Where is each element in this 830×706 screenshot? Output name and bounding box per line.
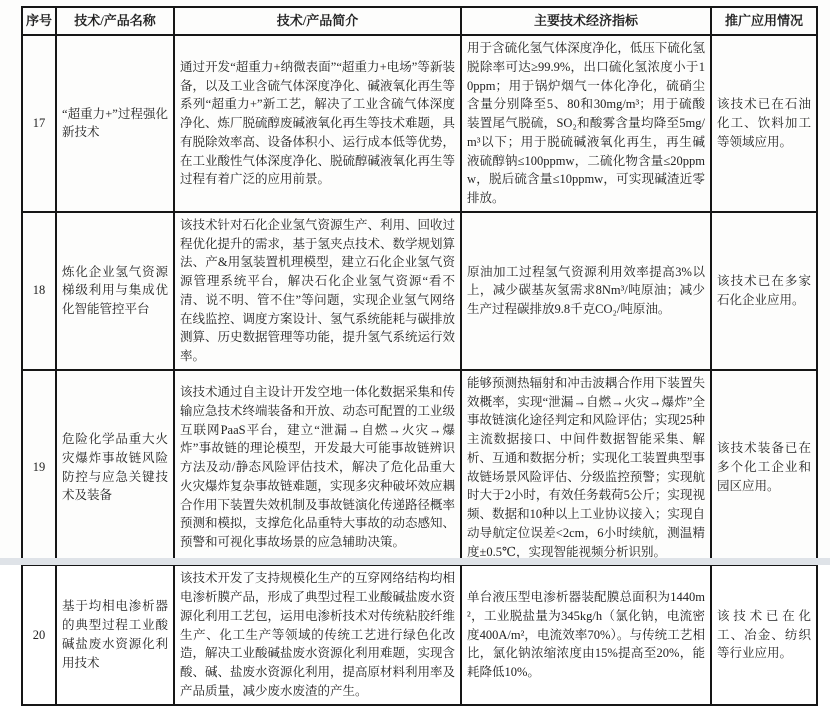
cell-intro: 通过开发“超重力+纳微表面”“超重力+电场”等新装备，以及工业含硫气体深度净化、碱液氧化再生等系列“超重力+”新工艺，解决了工业含硫气体深度净化、炼厂脱硫醇废碱液氧化再生等技术难题，具有脱除效率高、设备体积小、运行成本低等优势，在工业酸性气体深度净化、脱硫醇碱液氧化再生等过程有着广泛的应用前景。	[174, 35, 461, 212]
cell-intro: 该技术通过自主设计开发空地一体化数据采集和传输应急技术终端装备和开放、动态可配置的工业级互联网PaaS平台，建立“泄漏→自燃→火灾→爆炸”事故链的理论模型，开发最大可能事故链辨识方法及动/静态风险评估技术，解决了危化品重大火灾爆炸复杂事故链难题，实现多灾种破坏效应耦合作用下装置失效机制及事故链演化传递路径概率预测和模拟，支撑危化品重特大事故的动态感知、预警和可视化事故场景的应急辅助决策。	[174, 370, 461, 566]
cell-application: 该技术装备已在多个化工企业和园区应用。	[711, 370, 817, 566]
cell-application: 该技术已在石油化工、饮料加工等领域应用。	[711, 35, 817, 212]
col-header-intro: 技术/产品简介	[174, 7, 461, 35]
cell-intro: 该技术开发了支持规模化生产的互穿网络结构均相电渗析膜产品，形成了典型过程工业酸碱盐废水资源化利用工艺包，运用电渗析技术对传统粘胶纤维生产、化工生产等领域的传统工艺进行绿色化改造，解决工业酸碱盐废水资源化利用难题，实现含酸、碱、盐废水资源化利用，提高原材料利用率及产品质量，减少废水废渣的产生。	[174, 565, 461, 704]
scan-edge	[0, 558, 830, 565]
cell-name: 炼化企业氢气资源梯级利用与集成优化智能管控平台	[56, 212, 174, 370]
cell-name: 危险化学品重大火灾爆炸事故链风险防控与应急关键技术及装备	[56, 370, 174, 566]
table-row	[22, 212, 817, 370]
col-header-name: 技术/产品名称	[56, 7, 174, 35]
tech-products-table	[21, 6, 818, 706]
table-row	[22, 35, 817, 212]
col-header-seq: 序号	[22, 7, 56, 35]
cell-indicators: 用于含硫化氢气体深度净化，低压下硫化氢脱除率可达≥99.9%，出口硫化氢浓度小于10ppm；用于锅炉烟气一体化净化，硫硝尘含量分别降至5、80和30mg/m³；用于硫酸装置尾气脱硫，SO₂和酸雾含量均降至5mg/m³以下；用于脱硫碱液氧化再生，再生碱液硫醇钠≤100ppmw，二硫化物含量≤20ppmw，脱后硫含量≤10ppmw，可实现碱渣近零排放。	[461, 35, 711, 212]
cell-seq: 17	[22, 35, 56, 212]
table-row	[22, 370, 817, 566]
cell-seq: 20	[22, 565, 56, 704]
cell-indicators: 能够预测热辐射和冲击波耦合作用下装置失效概率，实现“泄漏→自燃→火灾→爆炸”全事故链演化途径判定和风险评估；实现25种主流数据接口、中间件数据智能采集、解析、互通和数据分析；实现化工装置典型事故链场景风险评估、分级监控预警；实现航时大于2小时，有效任务载荷5公斤；实现视频、数据和10种以上工业协议接入；实现自动导航定位误差<2cm，6小时续航，测温精度±0.5℃，实现智能视频分析识别。	[461, 370, 711, 566]
cell-intro: 该技术针对石化企业氢气资源生产、利用、回收过程优化提升的需求，基于氢夹点技术、数学规划算法、产&用氢装置机理模型，建立石化企业氢气资源管理系统平台，解决石化企业氢气资源“看不清、说不明、管不住”等问题，实现企业氢气网络在线监控、调度方案设计、氢气系统能耗与碳排放测算、历史数据管理等功能，提升氢气系统运行效率。	[174, 212, 461, 370]
cell-application: 该技术已在化工、冶金、纺织等行业应用。	[711, 565, 817, 704]
header-row	[22, 7, 817, 35]
col-header-application: 推广应用情况	[711, 7, 817, 35]
table-row	[22, 565, 817, 704]
col-header-indicators: 主要技术经济指标	[461, 7, 711, 35]
cell-indicators: 单台液压型电渗析器装配膜总面积为1440m²，工业脱盐量为345kg/h（氯化钠，电流密度400A/m²，电流效率70%）。与传统工艺相比，氯化钠浓缩浓度由15%提高至20%，能耗降低10%。	[461, 565, 711, 704]
cell-seq: 18	[22, 212, 56, 370]
cell-name: “超重力+”过程强化新技术	[56, 35, 174, 212]
cell-application: 该技术已在多家石化企业应用。	[711, 212, 817, 370]
cell-indicators: 原油加工过程氢气资源利用效率提高3%以上，减少碳基灰氢需求8Nm³/吨原油；减少生产过程碳排放9.8千克CO₂/吨原油。	[461, 212, 711, 370]
cell-seq: 19	[22, 370, 56, 566]
cell-name: 基于均相电渗析器的典型过程工业酸碱盐废水资源化利用技术	[56, 565, 174, 704]
